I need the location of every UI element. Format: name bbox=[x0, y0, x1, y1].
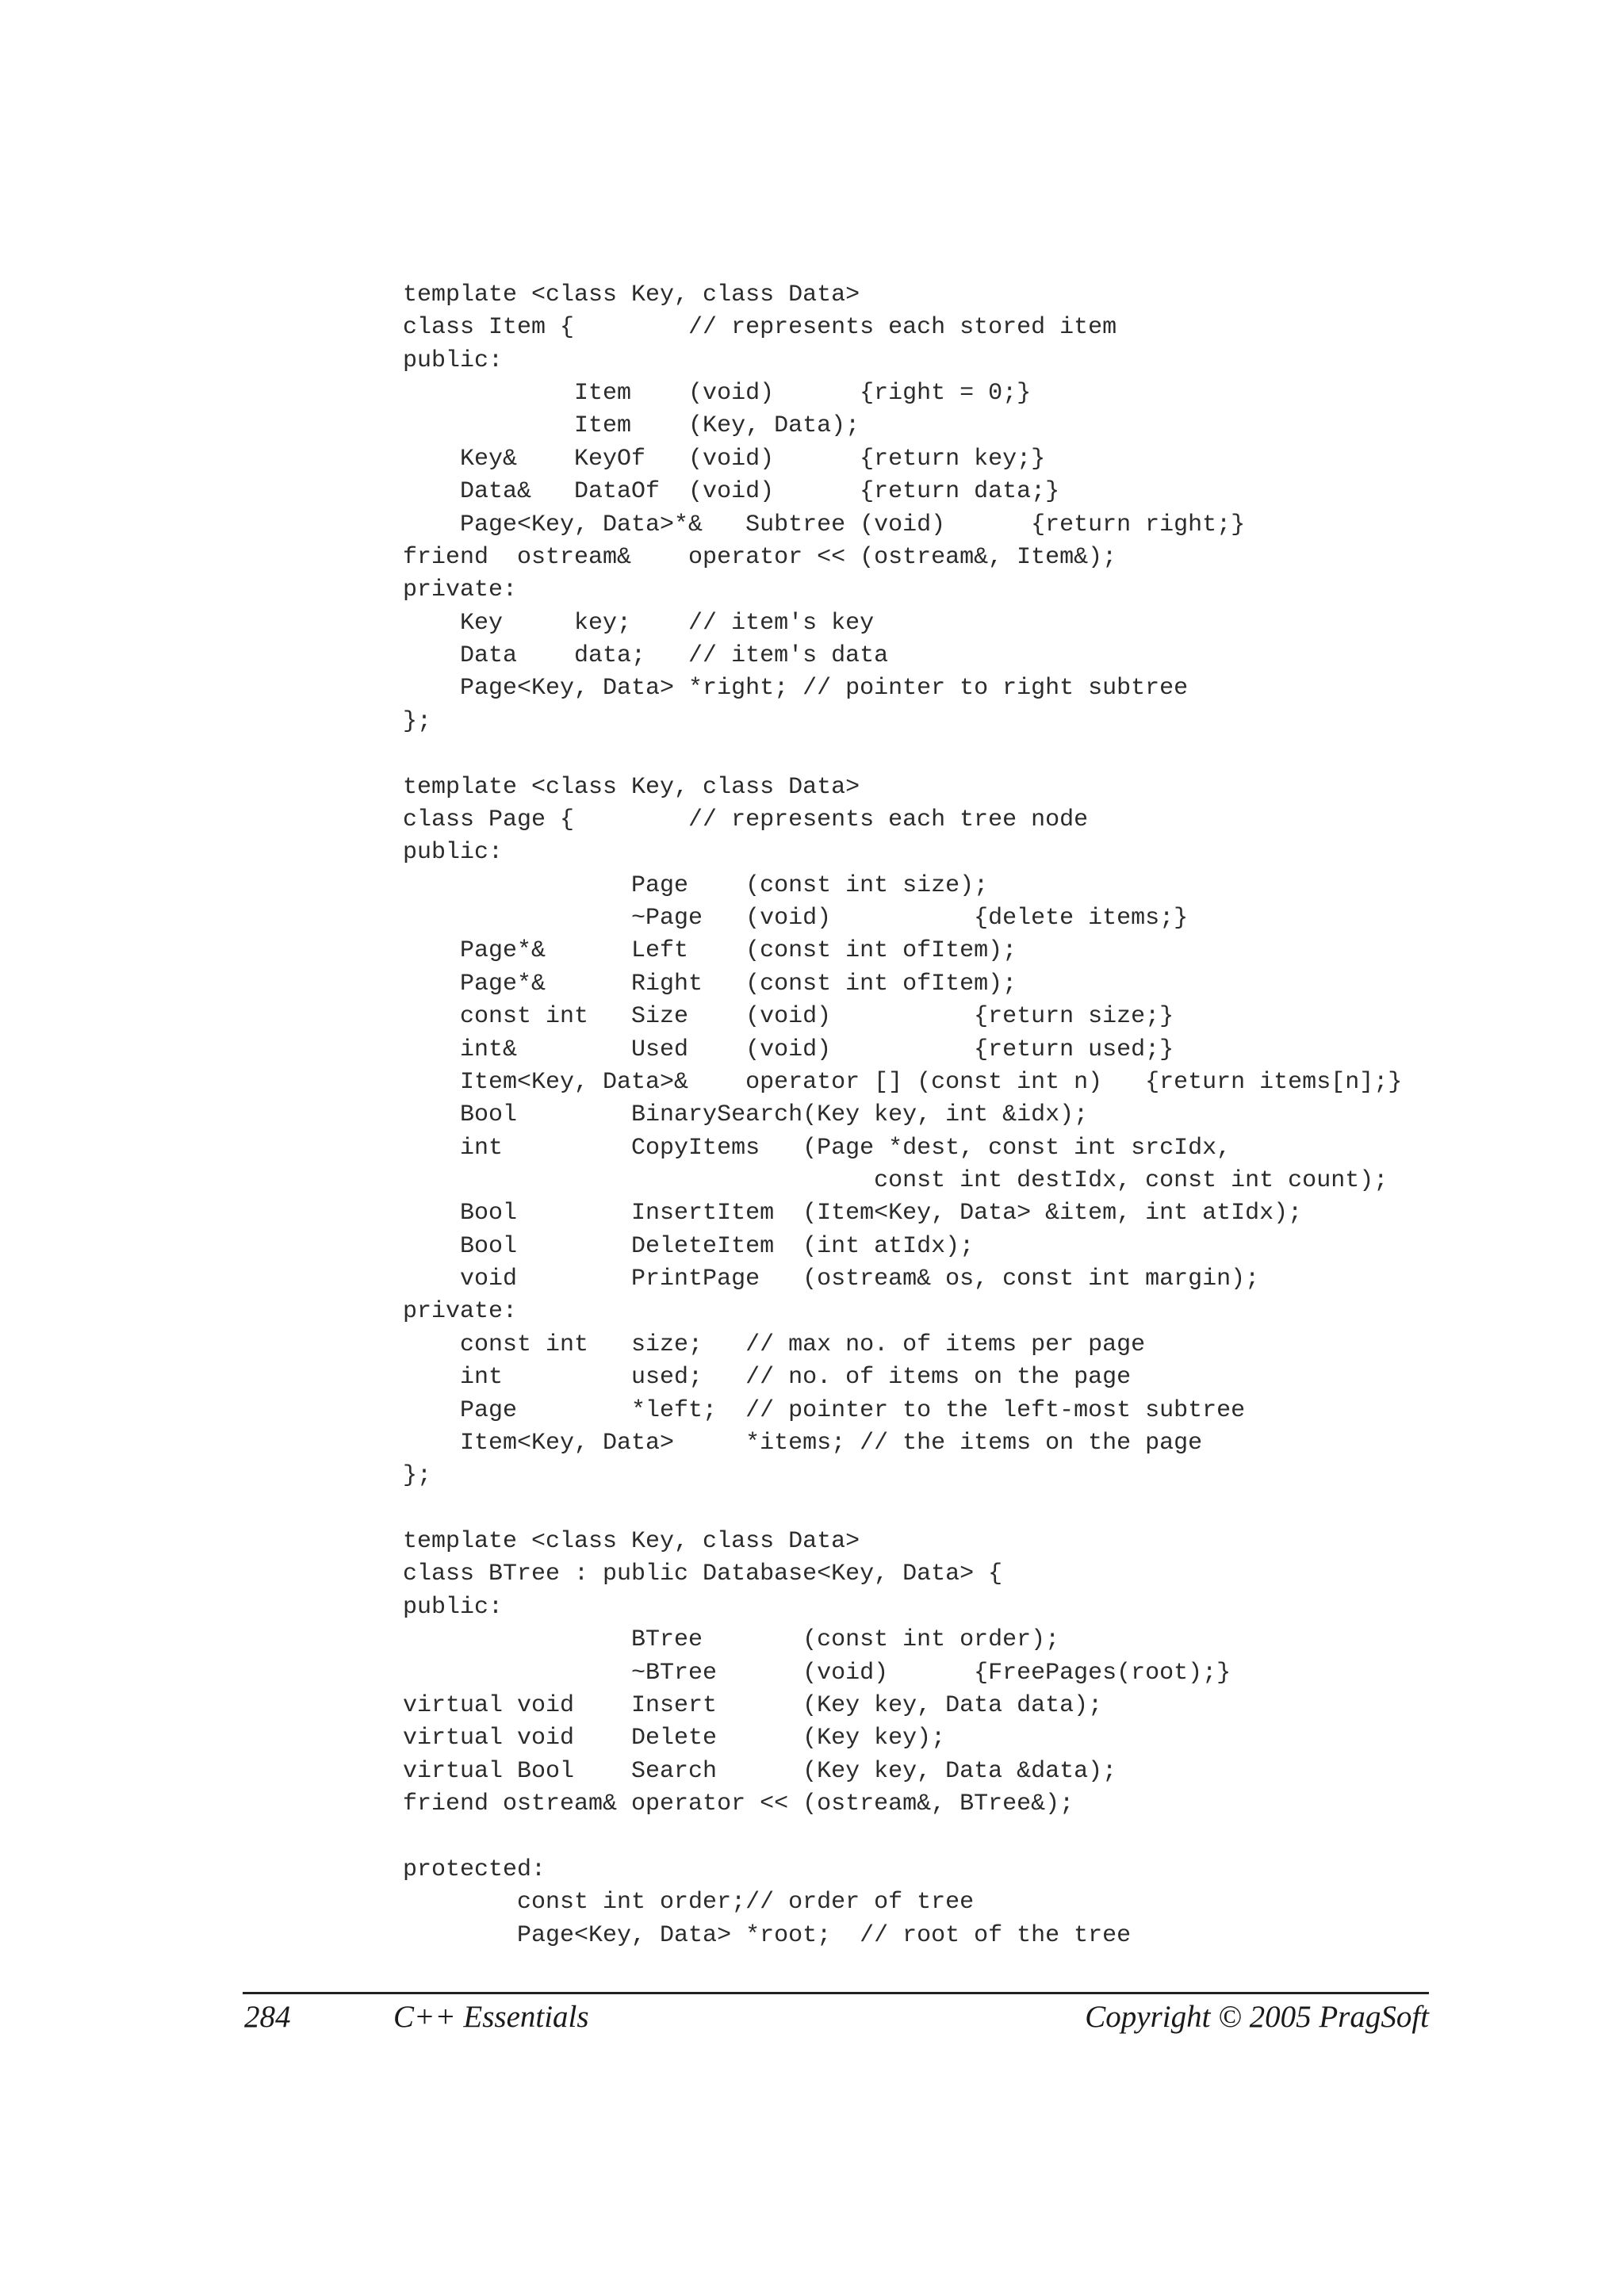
code-line: public: bbox=[403, 347, 504, 374]
code-line: Page*& Right (const int ofItem); bbox=[403, 970, 1017, 998]
code-line: Item<Key, Data>& operator [] (const int n) {return items[n];} bbox=[403, 1068, 1403, 1096]
code-line: Item<Key, Data> *items; // the items on the page bbox=[403, 1429, 1203, 1457]
code-line: Page<Key, Data> *right; // pointer to right subtree bbox=[403, 675, 1189, 703]
code-line: class Item { // represents each stored item bbox=[403, 314, 1117, 342]
book-title: C++ Essentials bbox=[393, 2000, 589, 2034]
code-line: template <class Key, class Data> bbox=[403, 773, 860, 801]
code-line: Page<Key, Data>*& Subtree (void) {return right;} bbox=[403, 511, 1246, 538]
code-line: ~BTree (void) {FreePages(root);} bbox=[403, 1659, 1231, 1687]
code-line: class Page { // represents each tree node bbox=[403, 806, 1089, 833]
code-line: friend ostream& operator << (ostream&, BTree&); bbox=[403, 1790, 1074, 1818]
code-line: int& Used (void) {return used;} bbox=[403, 1036, 1174, 1063]
code-line: public: bbox=[403, 1593, 504, 1621]
code-line: virtual Bool Search (Key key, Data &data); bbox=[403, 1757, 1117, 1785]
code-line: public: bbox=[403, 839, 504, 867]
code-line: void PrintPage (ostream& os, const int margin); bbox=[403, 1266, 1260, 1293]
code-line: protected: bbox=[403, 1855, 546, 1883]
code-line: }; bbox=[403, 707, 432, 735]
code-line: const int size; // max no. of items per page bbox=[403, 1331, 1146, 1358]
code-line: const int destIdx, const int count); bbox=[403, 1166, 1388, 1194]
code-line: virtual void Delete (Key key); bbox=[403, 1725, 946, 1752]
footer-rule bbox=[243, 1992, 1429, 1994]
code-line: private: bbox=[403, 576, 518, 604]
code-line: template <class Key, class Data> bbox=[403, 1528, 860, 1556]
copyright-notice: Copyright © 2005 PragSoft bbox=[1085, 2000, 1429, 2034]
code-line: Item (Key, Data); bbox=[403, 412, 860, 440]
code-line: ~Page (void) {delete items;} bbox=[403, 905, 1189, 933]
code-line: Page<Key, Data> *root; // root of the tree bbox=[403, 1921, 1132, 1949]
code-line: const int order;// order of tree bbox=[403, 1889, 975, 1917]
code-line: Bool DeleteItem (int atIdx); bbox=[403, 1232, 975, 1260]
code-line: Page*& Left (const int ofItem); bbox=[403, 937, 1017, 965]
code-line: Page (const int size); bbox=[403, 871, 989, 899]
code-line: Bool InsertItem (Item<Key, Data> &item, int atIdx); bbox=[403, 1200, 1303, 1227]
code-line: Page *left; // pointer to the left-most subtree bbox=[403, 1396, 1246, 1424]
code-line: const int Size (void) {return size;} bbox=[403, 1003, 1174, 1031]
code-line: BTree (const int order); bbox=[403, 1626, 1060, 1654]
code-line: virtual void Insert (Key key, Data data); bbox=[403, 1691, 1103, 1719]
code-line: int used; // no. of items on the page bbox=[403, 1364, 1132, 1392]
code-line: Data& DataOf (void) {return data;} bbox=[403, 478, 1060, 506]
code-line: }; bbox=[403, 1462, 432, 1490]
code-line: friend ostream& operator << (ostream&, Item&); bbox=[403, 543, 1117, 571]
code-line: Bool BinarySearch(Key key, int &idx); bbox=[403, 1101, 1089, 1129]
code-line: Key key; // item's key bbox=[403, 609, 875, 637]
code-line: template <class Key, class Data> bbox=[403, 281, 860, 308]
code-line: private: bbox=[403, 1298, 518, 1326]
code-line: Key& KeyOf (void) {return key;} bbox=[403, 445, 1046, 473]
code-line: class BTree : public Database<Key, Data> { bbox=[403, 1561, 1003, 1588]
page-number: 284 bbox=[244, 2000, 291, 2034]
code-line: Item (void) {right = 0;} bbox=[403, 380, 1032, 408]
code-line: Data data; // item's data bbox=[403, 642, 889, 670]
code-line: int CopyItems (Page *dest, const int srcIdx, bbox=[403, 1134, 1231, 1162]
